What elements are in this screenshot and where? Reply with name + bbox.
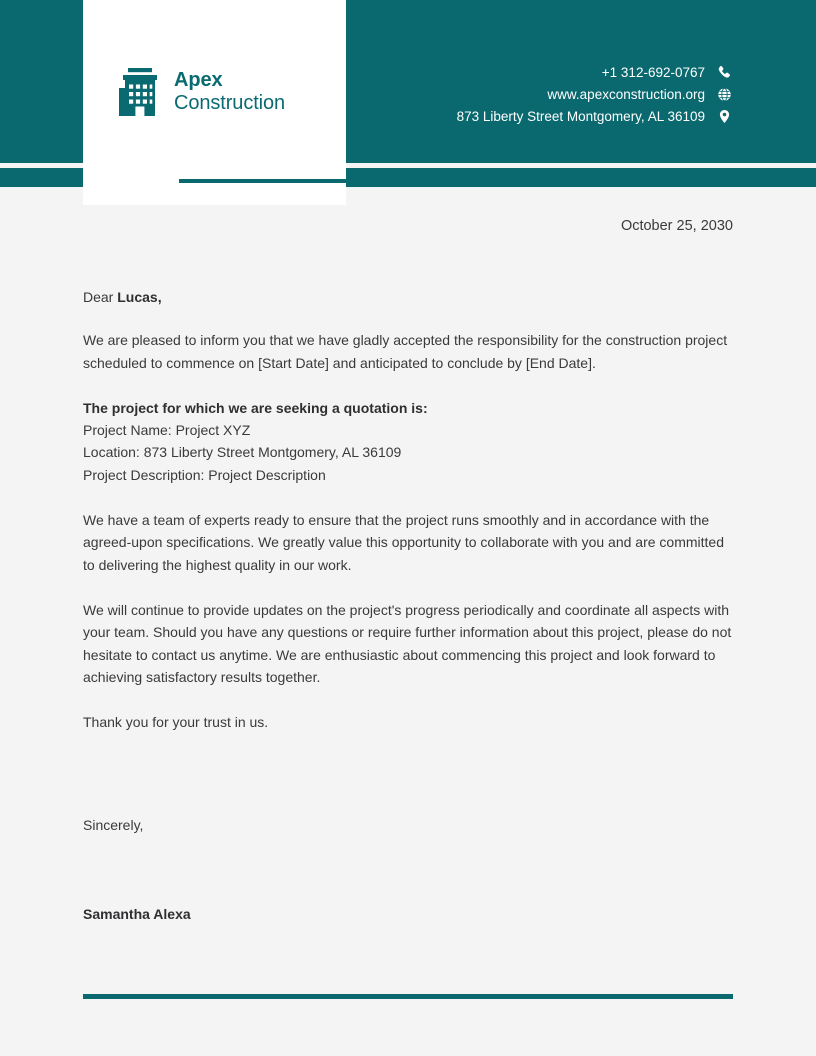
signer-name: Samantha Alexa [83,906,191,922]
building-icon [119,66,161,118]
brand-lockup [119,66,285,118]
contact-phone-text: +1 312-692-0767 [601,65,705,80]
paragraph-3: We will continue to provide updates on the project's progress periodically and coordinate all aspects with your team. Should you have any questions or require further information about this project, please do not hesitate to contact us anytime. We are enthusiastic about commencing this project and look forward to achieving satisfactory results together. [83,601,732,685]
paragraph-2: We have a team of experts ready to ensure that the project runs smoothly and in accordance with the agreed-upon specifications. We greatly value this opportunity to collaborate with you and are committed to delivering the highest quality in our work. [83,512,724,573]
logo-card-underline [179,179,416,183]
project-detail-row: Location: 873 Liberty Street Montgomery, AL 36109 [83,444,402,461]
salutation-prefix: Dear [83,289,118,305]
contact-address-row [457,106,732,127]
contact-address-text: 873 Liberty Street Montgomery, AL 36109 [456,109,705,124]
letter-body [83,286,734,733]
brand-name-line1: Apex [174,69,223,92]
thanks-line: Thank you for your trust in us. [83,714,269,731]
brand-name-line2: Construction [174,92,286,114]
brand-name [174,69,285,114]
project-details [83,397,734,486]
map-pin-icon [717,109,732,124]
contact-website-row[interactable] [457,84,732,105]
letter-date: October 25, 2030 [620,218,733,234]
project-detail-row: Project Name: Project XYZ [83,422,251,439]
paragraph-1: We are pleased to inform you that we have gladly accepted the responsibility for the construction project scheduled to commence on [Start Date] and anticipated to conclude by [End Date]. [83,332,728,371]
phone-icon [717,65,732,80]
project-details-heading: The project for which we are seeking a quotation is: [83,399,428,416]
salutation-name: Lucas, [117,289,162,305]
project-detail-row: Project Description: Project Description [83,466,326,483]
contact-block [457,62,732,128]
footer-rule [83,994,733,999]
salutation [83,286,734,308]
logo-card [83,0,346,205]
contact-website-text[interactable]: www.apexconstruction.org [547,87,705,102]
globe-icon [717,87,732,102]
contact-phone-row [457,62,732,83]
closing-line: Sincerely, [83,817,144,833]
